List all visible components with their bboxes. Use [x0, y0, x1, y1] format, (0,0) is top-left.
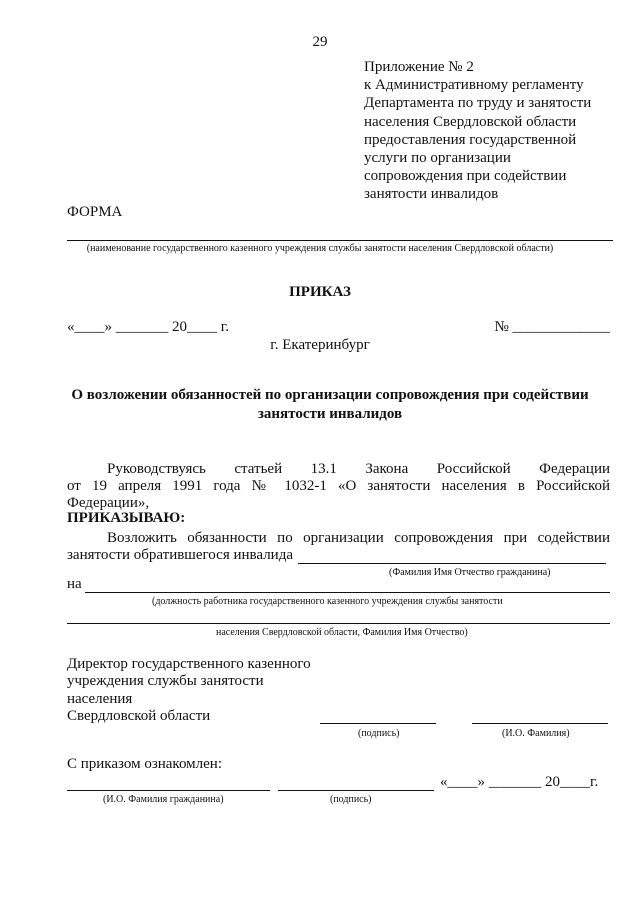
order-city: г. Екатеринбург — [270, 337, 370, 353]
order-number-field: № _____________ — [494, 319, 610, 335]
appendix-line: Департамента по труду и занятости — [364, 95, 592, 112]
director-name-line — [472, 723, 608, 724]
instruction-line: Возложить обязанности по организации сопровождения при содействии — [107, 530, 610, 546]
appendix-line: сопровождения при содействии — [364, 168, 567, 185]
citizen-signature-line — [278, 790, 434, 791]
acknowledgement-date-field: «____» _______ 20____г. — [440, 774, 599, 790]
instruction-line: занятости обратившегося инвалида — [67, 547, 293, 563]
citizen-fio-caption: (Фамилия Имя Отчество гражданина) — [389, 567, 551, 578]
form-label: ФОРМА — [67, 204, 123, 220]
director-signature-line — [320, 723, 436, 724]
assignee-position-caption: (должность работника государственного казенного учреждения службы занятости — [152, 596, 503, 607]
citizen-fio-line — [298, 563, 606, 564]
signatory-line: учреждения службы занятости — [67, 673, 264, 690]
assignee-name-caption: населения Свердловской области, Фамилия Имя Отчество) — [216, 627, 468, 638]
citizen-signature-caption: (подпись) — [330, 794, 372, 805]
preamble-line: от 19 апреля 1991 года № 1032-1 «О занятости населения в Российской — [67, 478, 610, 494]
appendix-line: к Административному регламенту — [364, 77, 584, 94]
order-subject-line: О возложении обязанностей по организации сопровождения при содействии — [71, 387, 589, 403]
appendix-line: предоставления государственной — [364, 131, 577, 148]
citizen-name-line — [67, 790, 270, 791]
appendix-line: Приложение № 2 — [364, 59, 474, 75]
appendix-line: занятости инвалидов — [364, 186, 499, 203]
signatory-line: Свердловской области — [67, 707, 211, 724]
order-title: ПРИКАЗ — [289, 284, 351, 300]
order-word: ПРИКАЗЫВАЮ: — [67, 510, 186, 526]
signatory-line: Директор государственного казенного — [67, 656, 311, 672]
acknowledgement-label: С приказом ознакомлен: — [67, 756, 223, 772]
order-date-field: «____» _______ 20____ г. — [67, 319, 229, 335]
citizen-name-caption: (И.О. Фамилия гражданина) — [103, 794, 224, 805]
signatory-title — [67, 656, 311, 725]
appendix-line: услуги по организации — [364, 150, 511, 167]
signatory-line: населения — [67, 690, 133, 707]
appendix-line: населения Свердловской области — [364, 113, 577, 130]
assignee-label: на — [67, 576, 82, 592]
institution-caption: (наименование государственного казенного учреждения службы занятости населения Свердловской области) — [86, 243, 554, 254]
preamble — [67, 461, 610, 512]
preamble-line: Федерации», — [67, 495, 150, 511]
order-subject — [40, 386, 620, 424]
page-number: 29 — [312, 34, 328, 50]
director-signature-caption: (подпись) — [358, 728, 400, 739]
assignee-position-line — [85, 592, 610, 593]
director-name-caption: (И.О. Фамилия) — [502, 728, 570, 739]
appendix-header — [364, 58, 624, 204]
assignee-name-line — [67, 623, 610, 624]
institution-name-line — [67, 240, 613, 241]
preamble-line: Руководствуясь статьей 13.1 Закона Российской Федерации — [107, 461, 610, 477]
order-subject-line: занятости инвалидов — [257, 406, 403, 422]
